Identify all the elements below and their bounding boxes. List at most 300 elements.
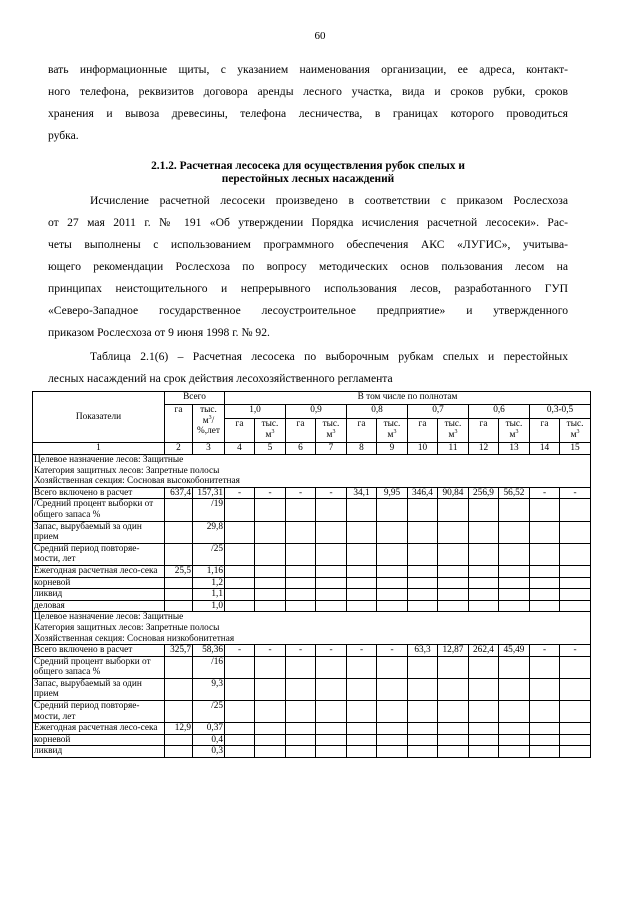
column-number: 5 [255,443,286,455]
table-cell: 637,4 [165,487,193,499]
header-total-volume: тыс. $м^3/$ %,лет [193,405,225,443]
table-cell [255,723,286,735]
subheader-m3: м [570,429,577,440]
body-paragraph [48,190,568,344]
table-cell [530,589,560,601]
table-cell: 34,1 [347,487,377,499]
table-cell [560,656,591,678]
table-cell [286,678,316,700]
table-cell [165,600,193,612]
table-cell [165,678,193,700]
row-label: Ежегодная расчетная лесо-сека [33,723,165,735]
table-cell [255,734,286,746]
table-cell: 63,3 [408,645,438,657]
table-cell [225,656,255,678]
subheader-m3: м [326,429,333,440]
table-cell [408,746,438,758]
header-density-1: 1,0 [225,405,286,419]
column-number: 15 [560,443,591,455]
table-cell [225,701,255,723]
table-cell [530,734,560,746]
table-cell [255,678,286,700]
subheader-m3: м [265,429,272,440]
table-cell [469,734,499,746]
table-cell: - [530,487,560,499]
table-cell [286,589,316,601]
table-cell [347,499,377,521]
table-cell: /16 [193,656,225,678]
table-cell: 0,37 [193,723,225,735]
section-header-line: Хозяйственная секция: Сосновая низкобонитетная [34,633,235,644]
table-cell [560,577,591,589]
table-cell: 58,36 [193,645,225,657]
column-number: 6 [286,443,316,455]
row-label: Всего включено в расчет [33,487,165,499]
table-cell [347,734,377,746]
table-row [33,589,591,601]
table-cell: 45,49 [499,645,530,657]
table-cell [499,521,530,543]
table-cell [347,543,377,565]
intro-line: рубка. [48,129,79,142]
table-cell [316,746,347,758]
row-label: ликвид [33,746,165,758]
table-cell [255,656,286,678]
table-cell: - [560,487,591,499]
table-cell: - [530,645,560,657]
table-cell [377,678,408,700]
header-density-3: 0,8 [347,405,408,419]
column-number: 3 [193,443,225,455]
table-cell: 12,9 [165,723,193,735]
table-cell [530,543,560,565]
table-cell [316,577,347,589]
table-row [33,577,591,589]
column-number: 8 [347,443,377,455]
table-cell [408,600,438,612]
section-header-line: Хозяйственная секция: Сосновая высокобонитетная [34,476,240,487]
table-cell: /25 [193,701,225,723]
table-cell [377,701,408,723]
table-cell [347,565,377,577]
table-cell: 29,8 [193,521,225,543]
table-cell [225,600,255,612]
table-cell [469,565,499,577]
caption-line: лесных насаждений на срок действия лесохозяйственного регламента [48,372,393,385]
intro-line: вать информационные щиты, с указанием наименования организации, ее адреса, контакт- [48,63,568,76]
table-cell [316,734,347,746]
table-cell [347,600,377,612]
row-label: Всего включено в расчет [33,645,165,657]
table-cell [560,678,591,700]
table-cell [377,734,408,746]
table-cell [165,746,193,758]
body-line: принципах неистощительного и непрерывного использования лесов, разработанного ГУП [48,282,568,295]
table-cell [316,701,347,723]
subheader-ha: га [530,419,560,443]
table-cell [255,543,286,565]
subheader-volume: тыс. $м^3$ [560,419,591,443]
table-cell [469,701,499,723]
table-row [33,565,591,577]
table-cell [286,543,316,565]
header-density-2: 0,9 [286,405,347,419]
table-cell [377,521,408,543]
table-cell [438,600,469,612]
table-cell [560,565,591,577]
header-indicators: Показатели [33,392,165,443]
subheader-volume: тыс. $м^3$ [316,419,347,443]
table-cell [225,521,255,543]
table-cell [225,589,255,601]
table-cell [286,577,316,589]
table-cell [377,499,408,521]
table-cell [165,589,193,601]
header-density-5: 0,6 [469,405,530,419]
table-cell [530,701,560,723]
table-cell [165,734,193,746]
table-cell [438,521,469,543]
table-cell: 325,7 [165,645,193,657]
row-label: корневой [33,577,165,589]
table-cell [347,746,377,758]
table-cell [408,521,438,543]
table-cell [225,734,255,746]
subheader-ha: га [286,419,316,443]
page-number: 60 [314,30,326,42]
table-cell [255,521,286,543]
table-cell [165,577,193,589]
table-cell [499,543,530,565]
table-cell [469,723,499,735]
intro-line: ного телефона, реквизитов договора аренды лесного участка, вида и сроков рубки, сроков [48,85,568,98]
table-cell [560,600,591,612]
table-cell [286,521,316,543]
table-cell [469,521,499,543]
row-label: /Средний процент выборки от общего запаса % [33,499,165,521]
row-label: Средний период повторяе-мости, лет [33,701,165,723]
table-cell: 0,3 [193,746,225,758]
table-cell [438,723,469,735]
header-by-density: В том числе по полнотам [225,392,591,405]
section-header-line: Целевое назначение лесов: Защитные [34,455,184,465]
header-m3: м [202,415,209,426]
table-cell [438,589,469,601]
table-cell [165,521,193,543]
table-cell [408,734,438,746]
table-cell [165,499,193,521]
table-cell: 56,52 [499,487,530,499]
caption-line: Таблица 2.1(6) – Расчетная лесосека по выборочным рубкам спелых и перестойных [90,350,568,363]
table-cell [499,565,530,577]
body-line: четы выполнены с использованием программного обеспечения АКС «ЛУГИС», учитыва- [48,238,568,251]
table-cell [499,701,530,723]
table-cell [469,589,499,601]
table-cell: - [286,487,316,499]
table-cell [286,600,316,612]
row-label: Средний период повторяе-мости, лет [33,543,165,565]
body-line: приказом Рослесхоза от 9 июня 1998 г. № 92. [48,326,270,339]
heading-line: перестойных лесных насаждений [221,173,395,185]
table-cell [438,565,469,577]
header-total-ha: га [165,405,193,443]
table-cell [499,589,530,601]
allowable-cut-table [32,391,591,758]
table-cell [438,734,469,746]
table-row [33,734,591,746]
subheader-ha: га [408,419,438,443]
table-cell [499,678,530,700]
row-label: Запас, вырубаемый за один прием [33,678,165,700]
table-cell: - [255,487,286,499]
table-cell [560,521,591,543]
section-header [33,612,591,645]
table-cell [316,656,347,678]
table-cell [286,723,316,735]
section-header-line: Категория защитных лесов: Запретные полосы [34,622,220,633]
table-cell [438,678,469,700]
table-cell [377,723,408,735]
table-cell: 256,9 [469,487,499,499]
table-cell [225,746,255,758]
table-cell: 0,4 [193,734,225,746]
section-header-line: Категория защитных лесов: Запретные полосы [34,465,220,476]
subheader-m3: м [448,429,455,440]
table-cell: 157,31 [193,487,225,499]
subheader-volume: тыс. $м^3$ [499,419,530,443]
table-cell [438,499,469,521]
body-line: «Северо-Западное государственное лесоустроительное предприятие» и утвержденного [48,304,568,317]
table-cell: 25,5 [165,565,193,577]
subheader-ha: га [225,419,255,443]
table-cell [408,678,438,700]
table-cell: 90,84 [438,487,469,499]
table-row [33,645,591,657]
table-cell [286,565,316,577]
table-cell: 346,4 [408,487,438,499]
table-cell [560,543,591,565]
table-cell: - [225,487,255,499]
subheader-volume-label: тыс. [261,419,279,429]
table-cell: - [377,645,408,657]
table-cell [408,499,438,521]
header-pct-year: %,лет [197,426,220,437]
header-volume-label: тыс. [200,405,217,415]
table-cell [255,600,286,612]
table-cell [469,543,499,565]
body-line: от 27 мая 2011 г. № 191 «Об утверждении Порядка исчисления расчетной лесосеки». Рас- [48,216,568,229]
subheader-volume-label: тыс. [444,419,462,429]
body-line: Исчисление расчетной лесосеки произведено в соответствии с приказом Рослесхоза [90,194,568,207]
header-density-6: 0,3-0,5 [530,405,591,419]
table-cell [286,499,316,521]
table-cell [255,499,286,521]
table-cell [165,543,193,565]
table-cell [438,746,469,758]
table-cell: - [225,645,255,657]
table-cell [438,701,469,723]
table-cell [316,600,347,612]
table-cell [316,565,347,577]
table-cell [560,734,591,746]
table-cell [316,589,347,601]
subheader-ha: га [347,419,377,443]
column-number: 10 [408,443,438,455]
table-cell [316,521,347,543]
table-cell [408,565,438,577]
table-cell [469,656,499,678]
column-number: 11 [438,443,469,455]
table-row [33,678,591,700]
table-cell [165,701,193,723]
table-cell [560,723,591,735]
table-cell [530,499,560,521]
table-cell [347,723,377,735]
subheader-volume: тыс. $м^3$ [438,419,469,443]
table-cell [560,589,591,601]
table-cell [377,565,408,577]
table-cell [560,746,591,758]
subheader-m3: м [509,429,516,440]
table-row [33,499,591,521]
table-cell: /19 [193,499,225,521]
table-cell [408,701,438,723]
table-cell [408,577,438,589]
subheader-volume: тыс. $м^3$ [377,419,408,443]
table-cell [499,600,530,612]
table-cell: /25 [193,543,225,565]
table-cell [530,565,560,577]
table-cell [530,521,560,543]
table-cell [225,565,255,577]
table-cell [469,678,499,700]
row-label: Средний процент выборки от общего запаса % [33,656,165,678]
table-cell [347,656,377,678]
table-cell [560,701,591,723]
table-cell [377,746,408,758]
column-number: 9 [377,443,408,455]
table-cell [165,656,193,678]
table-cell [225,678,255,700]
intro-line: хранения и вывоза древесины, телефона лесничества, в границах которого проводиться [48,107,568,120]
column-number: 13 [499,443,530,455]
table-cell [377,577,408,589]
table-cell [530,723,560,735]
table-cell [530,577,560,589]
table-cell: 1,1 [193,589,225,601]
column-number: 7 [316,443,347,455]
table-cell [408,543,438,565]
table-cell [469,746,499,758]
table-cell [408,589,438,601]
table-cell [499,577,530,589]
table-cell: 1,16 [193,565,225,577]
table-cell [377,589,408,601]
table-cell: 1,0 [193,600,225,612]
table-cell [499,723,530,735]
table-cell: - [560,645,591,657]
section-header [33,455,591,488]
table-cell [499,656,530,678]
heading-line: 2.1.2. Расчетная лесосека для осуществления рубок спелых и [151,160,465,172]
column-number: 14 [530,443,560,455]
table-cell [225,577,255,589]
table-cell [255,589,286,601]
table-cell [255,577,286,589]
table-cell [347,521,377,543]
subheader-volume-label: тыс. [505,419,523,429]
body-line: ющего рекомендации Рослесхоза по вопросу методических основ пользования лесом на [48,260,568,273]
table-cell [316,678,347,700]
table-cell [286,746,316,758]
table-cell [377,543,408,565]
subheader-volume-label: тыс. [383,419,401,429]
table-cell [530,600,560,612]
table-row [33,723,591,735]
row-label: деловая [33,600,165,612]
table-caption [48,346,568,390]
table-cell: - [316,645,347,657]
table-cell: 12,87 [438,645,469,657]
table-row [33,746,591,758]
table-cell [347,577,377,589]
table-cell: 9,95 [377,487,408,499]
table-cell: - [286,645,316,657]
section-header-line: Целевое назначение лесов: Защитные [34,612,184,623]
table-cell [499,734,530,746]
table-cell [286,734,316,746]
table-cell [499,499,530,521]
table-row [33,600,591,612]
header-density-4: 0,7 [408,405,469,419]
table-cell [530,746,560,758]
table-cell [377,656,408,678]
table-cell [225,723,255,735]
table-cell [438,577,469,589]
row-label: Запас, вырубаемый за один прием [33,521,165,543]
table-cell [438,543,469,565]
table-cell [438,656,469,678]
table-cell [286,701,316,723]
table-row [33,656,591,678]
table-cell [225,499,255,521]
table-cell [347,678,377,700]
table-cell [377,600,408,612]
table-cell [255,565,286,577]
table-cell: - [316,487,347,499]
section-heading [48,160,568,186]
table-cell [560,499,591,521]
subheader-volume: тыс. $м^3$ [255,419,286,443]
table-cell [225,543,255,565]
table-cell [255,701,286,723]
table-cell [530,656,560,678]
table-cell [469,577,499,589]
table-row [33,701,591,723]
table-cell: - [255,645,286,657]
subheader-volume-label: тыс. [566,419,584,429]
row-label: ликвид [33,589,165,601]
table-cell [316,543,347,565]
table-cell: - [347,645,377,657]
table-cell [469,600,499,612]
table-cell: 262,4 [469,645,499,657]
table-cell [408,723,438,735]
column-number: 1 [33,443,165,455]
table-cell [499,746,530,758]
row-label: Ежегодная расчетная лесо-сека [33,565,165,577]
table-row [33,487,591,499]
